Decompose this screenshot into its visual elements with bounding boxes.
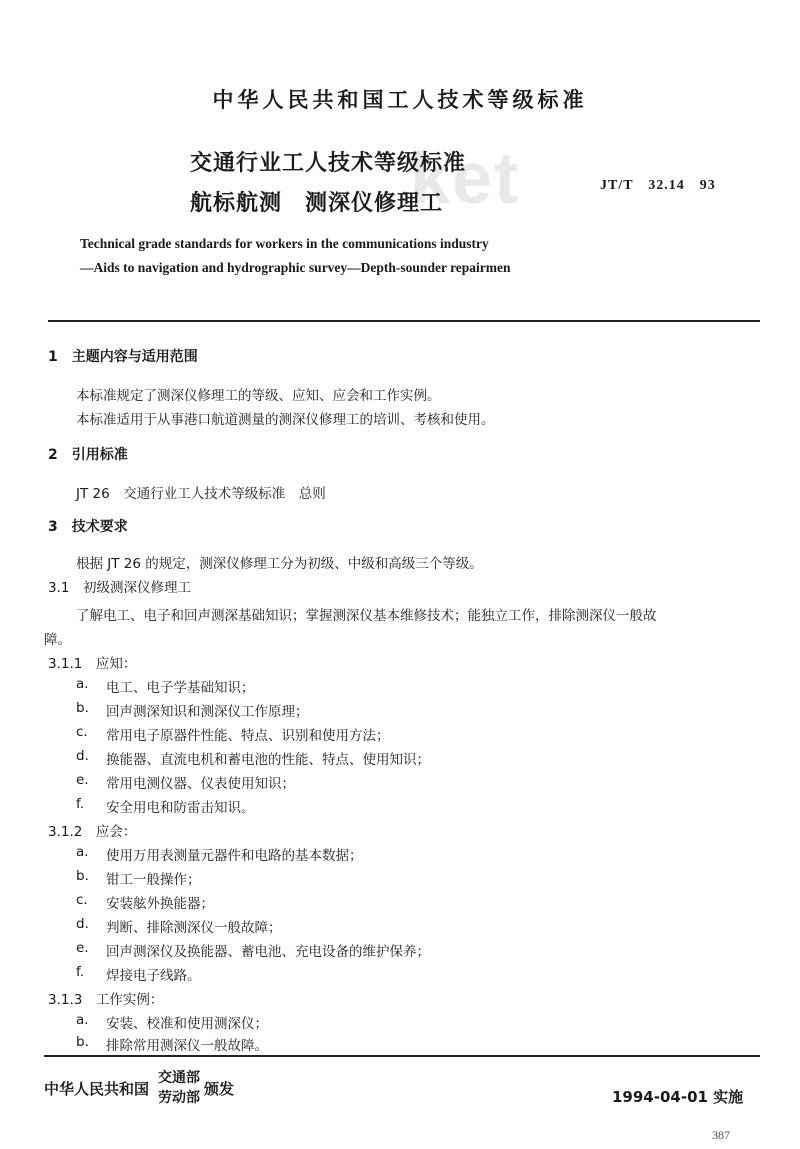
page-subtitle: 航标航测 测深仪修理工	[190, 191, 444, 216]
list-item-mark: b.	[76, 700, 89, 716]
list-item: 判断、排除测深仪一般故障；	[106, 920, 282, 936]
standard-code: JT/T 32.14 93	[600, 178, 716, 193]
list-item-mark: a.	[76, 676, 89, 692]
issuing-country: 中华人民共和国	[44, 1080, 150, 1098]
list-item-mark: b.	[76, 868, 89, 884]
list-item: 安装舷外换能器；	[106, 896, 214, 912]
issuer-transport: 交通部	[158, 1070, 200, 1086]
top-divider	[48, 320, 760, 322]
issuer-labour: 劳动部	[158, 1090, 200, 1106]
list-item: 常用电测仪器、仪表使用知识；	[106, 776, 295, 792]
list-item: 回声测深知识和测深仪工作原理；	[106, 704, 309, 720]
section-3-intro: 根据 JT 26 的规定，测深仪修理工分为初级、中级和高级三个等级。	[76, 556, 483, 572]
list-item-mark: b.	[76, 1034, 89, 1050]
section-3-heading: 3 技术要求	[48, 519, 128, 535]
list-item-mark: f.	[76, 796, 85, 812]
issue-verb: 颁发	[204, 1080, 235, 1098]
page-number: 387	[712, 1128, 730, 1142]
section-1-paragraph-2: 本标准适用于从事港口航道测量的测深仪修理工的培训、考核和使用。	[76, 412, 495, 428]
list-item: 回声测深仪及换能器、蓄电池、充电设备的维护保养；	[106, 944, 430, 960]
section-3-1-paragraph-line2: 障。	[44, 632, 71, 648]
list-item: 使用万用表测量元器件和电路的基本数据；	[106, 848, 363, 864]
section-1-heading: 1 主题内容与适用范围	[48, 349, 198, 365]
implementation-date: 1994-04-01 实施	[612, 1088, 744, 1106]
list-item: 常用电子原器件性能、特点、识别和使用方法；	[106, 728, 390, 744]
list-item-mark: a.	[76, 844, 89, 860]
section-3-1-heading: 3.1 初级测深仪修理工	[48, 580, 191, 596]
standard-type-header: 中华人民共和国工人技术等级标准	[212, 88, 588, 112]
list-item-mark: c.	[76, 892, 88, 908]
list-item: 换能器、直流电机和蓄电池的性能、特点、使用知识；	[106, 752, 430, 768]
bottom-divider	[44, 1055, 760, 1057]
list-item-mark: d.	[76, 916, 89, 932]
list-item-mark: d.	[76, 748, 89, 764]
list-item-mark: f.	[76, 964, 85, 980]
list-item: 焊接电子线路。	[106, 968, 201, 984]
list-item: 排除常用测深仪一般故障。	[106, 1038, 268, 1054]
list-item-mark: e.	[76, 772, 89, 788]
english-title-line1: Technical grade standards for workers in the communications industry	[80, 236, 489, 251]
list-item-mark: e.	[76, 940, 89, 956]
list-item: 安装、校准和使用测深仪；	[106, 1016, 268, 1032]
section-3-1-3-heading: 3.1.3 工作实例：	[48, 992, 164, 1008]
page-title: 交通行业工人技术等级标准	[190, 151, 467, 176]
section-3-1-1-heading: 3.1.1 应知：	[48, 656, 137, 672]
section-3-1-2-heading: 3.1.2 应会：	[48, 824, 137, 840]
watermark: ket	[410, 139, 521, 219]
issuing-authorities	[158, 1068, 200, 1108]
section-3-1-paragraph-line1: 了解电工、电子和回声测深基础知识；掌握测深仪基本维修技术；能独立工作，排除测深仪一般故	[76, 608, 657, 624]
section-1-paragraph-1: 本标准规定了测深仪修理工的等级、应知、应会和工作实例。	[76, 388, 441, 404]
list-item: 钳工一般操作；	[106, 872, 201, 888]
list-item: 安全用电和防雷击知识。	[106, 800, 255, 816]
section-2-heading: 2 引用标准	[48, 447, 128, 463]
list-item-mark: a.	[76, 1012, 89, 1028]
list-item-mark: c.	[76, 724, 88, 740]
section-2-reference: JT 26 交通行业工人技术等级标准 总则	[76, 486, 326, 502]
list-item: 电工、电子学基础知识；	[106, 680, 255, 696]
english-title-line2: —Aids to navigation and hydrographic survey—Depth-sounder repairmen	[80, 260, 511, 275]
